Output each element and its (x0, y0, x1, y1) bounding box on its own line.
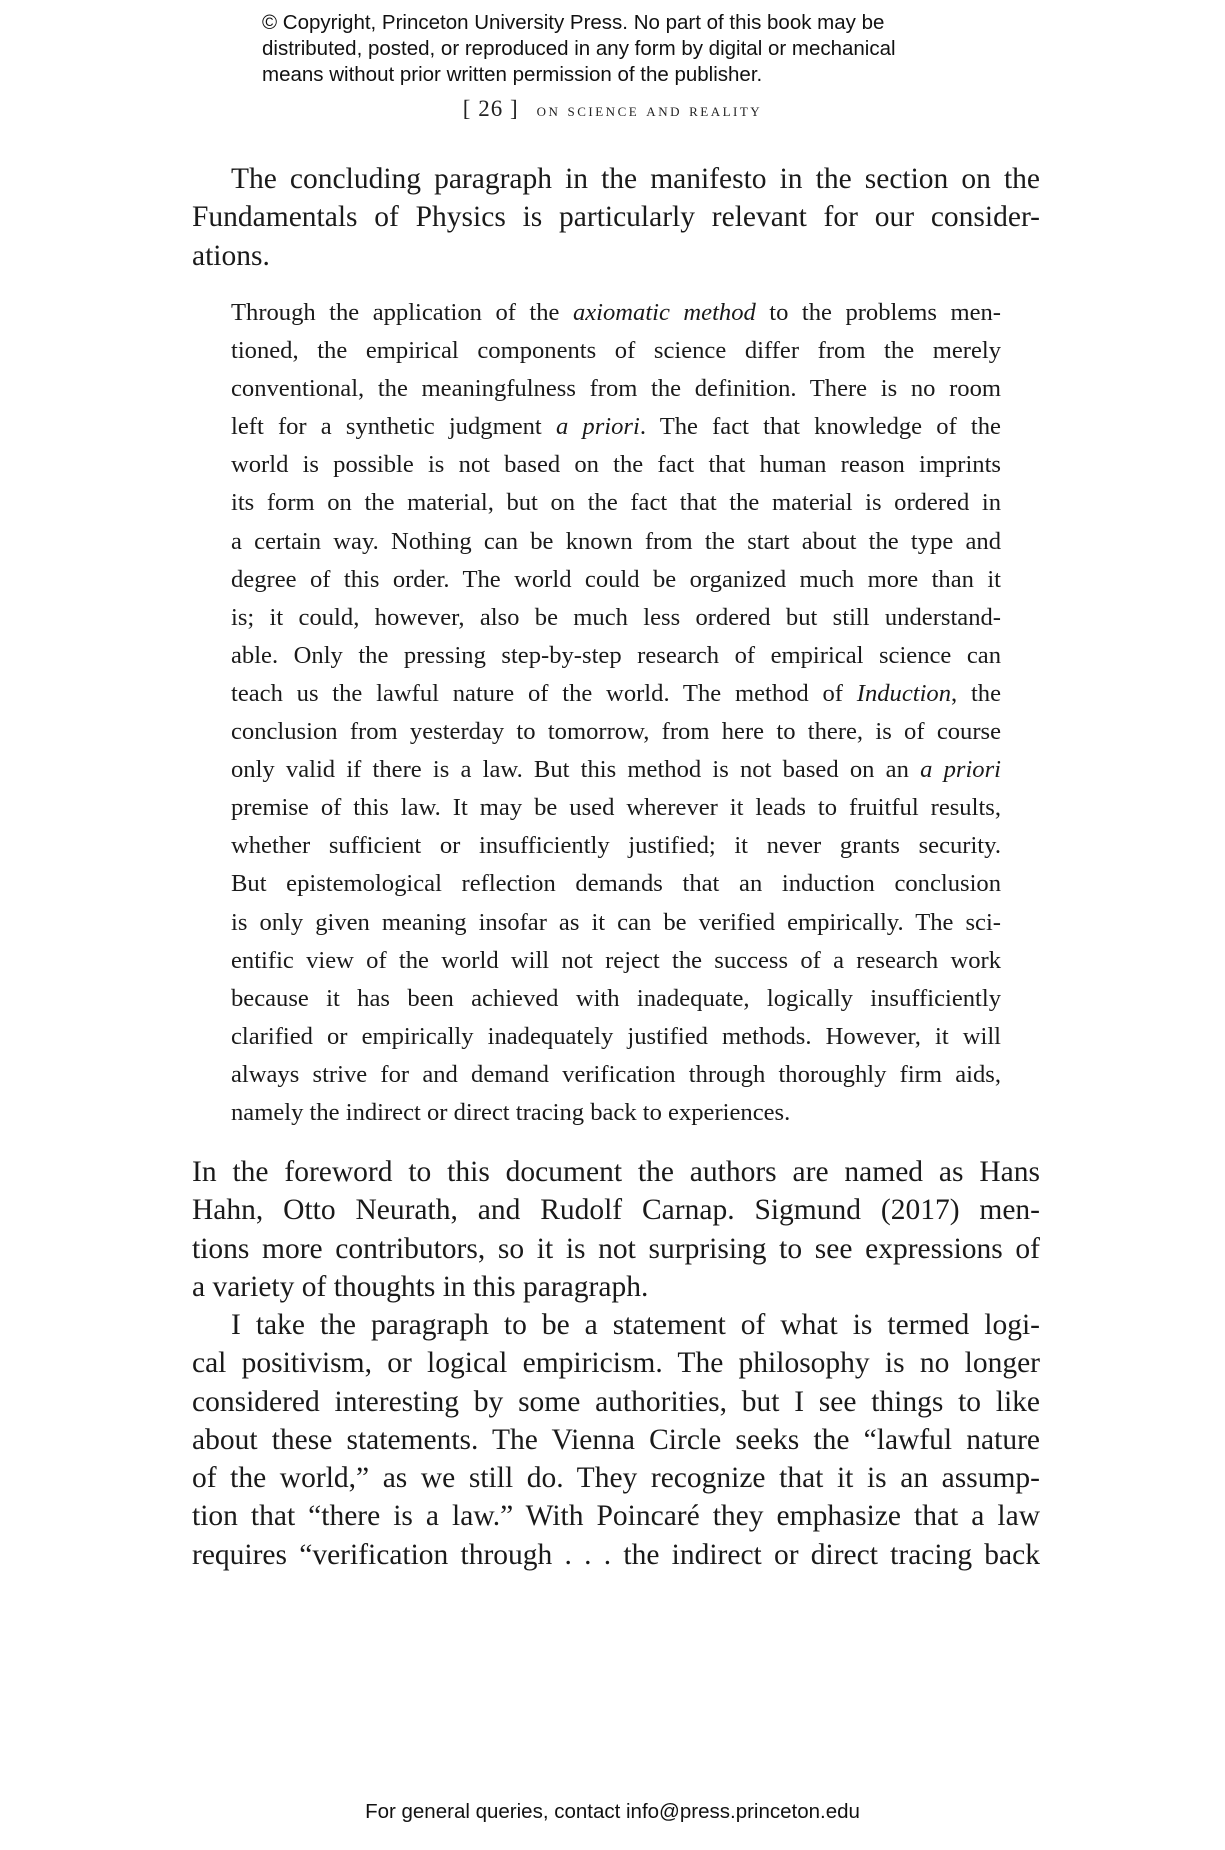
paragraph-foreword (192, 1153, 1040, 1306)
text-line: of the world,” as we still do. They recognize that it is an assump- (192, 1462, 1040, 1495)
text-line: about these statements. The Vienna Circle seeks the “lawful nature (192, 1423, 1040, 1456)
emphasis: axiomatic method (572, 299, 756, 326)
quote-line: conclusion from yesterday to tomorrow, from here to there, is of course (231, 718, 1001, 746)
quote-line: Through the application of the axiomatic method to the problems men- (231, 299, 1001, 326)
quote-line: able. Only the pressing step-by-step research of empirical science can (231, 641, 1001, 669)
text-line: ations. (192, 239, 270, 272)
text-line: In the foreword to this document the authors are named as Hans (192, 1156, 1040, 1188)
text-line: considered interesting by some authorities, but I see things to like (192, 1385, 1040, 1418)
text-line: The concluding paragraph in the manifesto in the section on the (231, 163, 1040, 195)
copyright-notice (262, 10, 982, 88)
quote-line: tioned, the empirical components of science differ from the merely (231, 337, 1001, 365)
quote-line: clarified or empirically inadequately justified methods. However, it will (231, 1022, 1001, 1050)
footer-text: For general queries, contact info@press.princeton.edu (365, 1800, 860, 1823)
quote-line: world is possible is not based on the fact that human reason imprints (231, 451, 1001, 479)
footer-contact (0, 1800, 1225, 1824)
text-line: a variety of thoughts in this paragraph. (192, 1270, 649, 1303)
emphasis: Induction (856, 679, 952, 707)
quote-line: is; it could, however, also be much less ordered but still understand- (231, 603, 1001, 631)
text-line: Hahn, Otto Neurath, and Rudolf Carnap. Sigmund (2017) men- (192, 1194, 1040, 1227)
copyright-line: © Copyright, Princeton University Press. No part of this book may be (262, 11, 885, 34)
quote-line: entific view of the world will not reject the success of a research work (231, 946, 1001, 974)
quote-line: always strive for and demand verification through thoroughly firm aids, (231, 1060, 1001, 1088)
copyright-line: distributed, posted, or reproduced in any form by digital or mechanical (262, 37, 896, 60)
emphasis: a priori (920, 756, 1001, 784)
quote-line: But epistemological reflection demands that an induction conclusion (231, 870, 1001, 898)
text-line: tions more contributors, so it is not surprising to see expressions of (192, 1232, 1040, 1265)
quote-line: teach us the lawful nature of the world. The method of Induction, the (231, 679, 1002, 707)
running-title: on science and reality (536, 101, 763, 121)
quote-line: because it has been achieved with inadequate, logically insufficiently (231, 984, 1001, 1012)
text-line: tion that “there is a law.” With Poincaré they emphasize that a law (192, 1500, 1040, 1533)
text-line: I take the paragraph to be a statement of what is termed logi- (231, 1309, 1040, 1341)
text-line: requires “verification through . . . the indirect or direct tracing back (192, 1538, 1040, 1571)
page-number: [ 26 ] (462, 96, 519, 121)
quote-line: premise of this law. It may be used wherever it leads to fruitful results, (231, 794, 1001, 822)
quote-line: is only given meaning insofar as it can be verified empirically. The sci- (231, 908, 1001, 936)
quote-line: whether sufficient or insufficiently justified; it never grants security. (231, 832, 1001, 860)
quote-line: its form on the material, but on the fact that the material is ordered in (231, 489, 1001, 517)
quote-line: namely the indirect or direct tracing back to experiences. (231, 1098, 791, 1126)
quote-line: a certain way. Nothing can be known from the start about the type and (231, 527, 1001, 555)
paragraph-intro (192, 160, 1040, 275)
running-head (0, 96, 1225, 122)
text-line: cal positivism, or logical empiricism. The philosophy is no longer (192, 1347, 1040, 1380)
quote-line: only valid if there is a law. But this method is not based on an a priori (231, 756, 1001, 784)
paragraph-positivism (192, 1306, 1040, 1574)
quote-line: degree of this order. The world could be organized much more than it (231, 565, 1001, 593)
emphasis: a priori (555, 413, 640, 441)
block-quote (231, 294, 1001, 1132)
quote-line: conventional, the meaningfulness from the definition. There is no room (231, 375, 1001, 403)
text-line: Fundamentals of Physics is particularly relevant for our consider- (192, 201, 1040, 234)
quote-line: left for a synthetic judgment a priori. The fact that knowledge of the (231, 413, 1001, 441)
copyright-line: means without prior written permission of the publisher. (262, 63, 763, 86)
